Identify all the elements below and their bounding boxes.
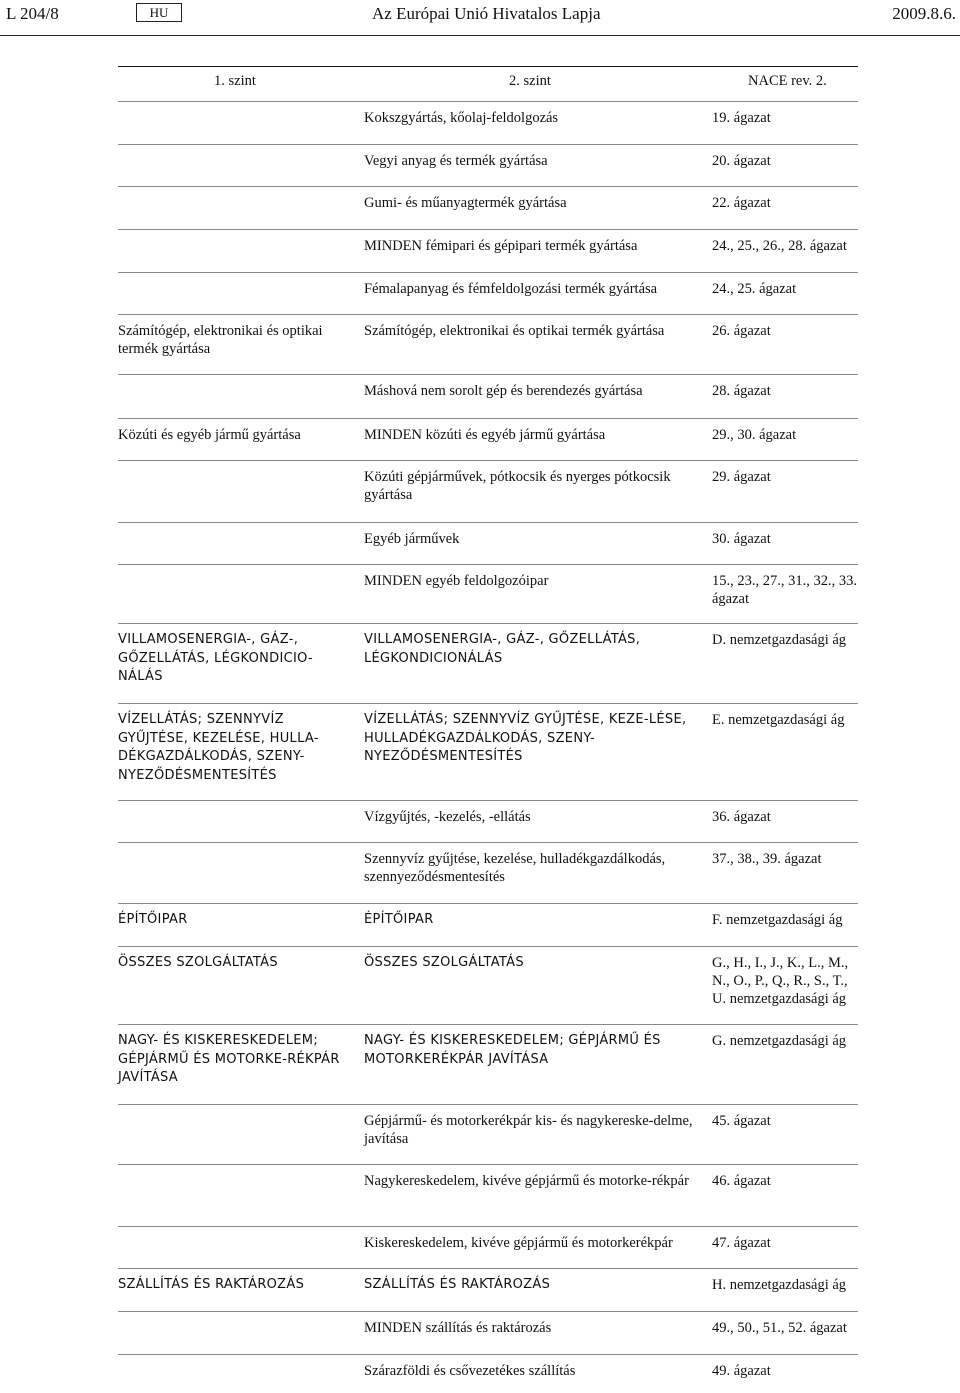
nace-cell: D. nemzetgazdasági ág	[712, 632, 847, 648]
row-divider	[118, 1268, 858, 1269]
level-2-cell: MINDEN szállítás és raktározás	[364, 1320, 552, 1336]
nace-cell: 29., 30. ágazat	[712, 427, 797, 443]
level-2-cell: Számítógép, elektronikai és optikai termék gyártása	[364, 323, 665, 339]
nace-cell: 28. ágazat	[712, 383, 771, 399]
nace-cell: 20. ágazat	[712, 153, 771, 169]
level-2-cell: MINDEN közúti és egyéb jármű gyártása	[364, 427, 606, 443]
nace-cell: 46. ágazat	[712, 1173, 771, 1189]
page-reference: L 204/8	[6, 4, 59, 23]
nace-cell: 15., 23., 27., 31., 32., 33. ágazat	[712, 573, 857, 607]
level-2-cell: Vegyi anyag és termék gyártása	[364, 153, 548, 169]
row-divider	[118, 144, 858, 145]
level-2-cell: MINDEN fémipari és gépipari termék gyártása	[364, 238, 638, 254]
level-1-cell: VILLAMOSENERGIA-, GÁZ-, GŐZELLÁTÁS, LÉGKONDICIO-NÁLÁS	[118, 632, 313, 684]
row-divider	[118, 1226, 858, 1227]
level-2-cell: NAGY- ÉS KISKERESKEDELEM; GÉPJÁRMŰ ÉS MOTORKERÉKPÁR JAVÍTÁSA	[364, 1033, 661, 1067]
table-header	[118, 73, 858, 93]
nace-cell: 30. ágazat	[712, 531, 771, 547]
level-1-cell: NAGY- ÉS KISKERESKEDELEM; GÉPJÁRMŰ ÉS MOTORKE-RÉKPÁR JAVÍTÁSA	[118, 1033, 340, 1085]
row-divider	[118, 623, 858, 624]
level-1-cell: VÍZELLÁTÁS; SZENNYVÍZ GYŰJTÉSE, KEZELÉSE, HULLA-DÉKGAZDÁLKODÁS, SZENY-NYEZŐDÉSMENTESÍTÉS	[118, 712, 319, 783]
nace-cell: 45. ágazat	[712, 1113, 771, 1129]
nace-cell: 47. ágazat	[712, 1235, 771, 1251]
level-1-cell: Közúti és egyéb jármű gyártása	[118, 427, 301, 443]
header-divider	[0, 35, 960, 36]
level-1-cell: ÖSSZES SZOLGÁLTATÁS	[118, 955, 278, 970]
language-badge: HU	[136, 3, 182, 22]
row-divider	[118, 1024, 858, 1025]
journal-title: Az Európai Unió Hivatalos Lapja	[372, 4, 601, 23]
nace-cell: G. nemzetgazdasági ág	[712, 1033, 847, 1049]
level-2-cell: Kokszgyártás, kőolaj-feldolgozás	[364, 110, 559, 126]
row-divider	[118, 272, 858, 273]
row-divider	[118, 1164, 858, 1165]
page-header	[0, 0, 960, 38]
level-2-cell: Kiskereskedelem, kivéve gépjármű és motorkerékpár	[364, 1235, 673, 1251]
level-2-cell: Fémalapanyag és fémfeldolgozási termék gyártása	[364, 281, 658, 297]
level-2-cell: Szárazföldi és csővezetékes szállítás	[364, 1363, 576, 1379]
column-header-level-2: 2. szint	[509, 73, 551, 89]
row-divider	[118, 418, 858, 419]
level-2-cell: Gumi- és műanyagtermék gyártása	[364, 195, 567, 211]
level-1-cell: SZÁLLÍTÁS ÉS RAKTÁROZÁS	[118, 1277, 305, 1292]
table-top-border	[118, 66, 858, 67]
nace-cell: 22. ágazat	[712, 195, 771, 211]
nace-cell: 36. ágazat	[712, 809, 771, 825]
row-divider	[118, 946, 858, 947]
nace-cell: 19. ágazat	[712, 110, 771, 126]
level-2-cell: MINDEN egyéb feldolgozóipar	[364, 573, 549, 589]
level-2-cell: Máshová nem sorolt gép és berendezés gyártása	[364, 383, 643, 399]
row-divider	[118, 564, 858, 565]
row-divider	[118, 229, 858, 230]
column-header-nace: NACE rev. 2.	[748, 73, 827, 89]
level-2-cell: Szennyvíz gyűjtése, kezelése, hulladékgazdálkodás, szennyeződésmentesítés	[364, 851, 666, 885]
row-divider	[118, 903, 858, 904]
level-2-cell: Egyéb járművek	[364, 531, 460, 547]
level-2-cell: Vízgyűjtés, -kezelés, -ellátás	[364, 809, 531, 825]
row-divider	[118, 842, 858, 843]
nace-cell: F. nemzetgazdasági ág	[712, 912, 843, 928]
nace-cell: 24., 25., 26., 28. ágazat	[712, 238, 847, 254]
level-1-cell: ÉPÍTŐIPAR	[118, 912, 188, 927]
level-1-cell: Számítógép, elektronikai és optikai termék gyártása	[118, 323, 323, 357]
level-2-cell: VÍZELLÁTÁS; SZENNYVÍZ GYŰJTÉSE, KEZE-LÉSE, HULLADÉKGAZDÁLKODÁS, SZENY-NYEZŐDÉSMENTESÍTÉS	[364, 712, 687, 764]
column-header-level-1: 1. szint	[214, 73, 256, 89]
row-divider	[118, 374, 858, 375]
row-divider	[118, 703, 858, 704]
row-divider	[118, 101, 858, 102]
nace-cell: 49., 50., 51., 52. ágazat	[712, 1320, 847, 1336]
nace-cell: 29. ágazat	[712, 469, 771, 485]
row-divider	[118, 1311, 858, 1312]
row-divider	[118, 1104, 858, 1105]
nace-cell: 49. ágazat	[712, 1363, 771, 1379]
row-divider	[118, 314, 858, 315]
level-2-cell: ÉPÍTŐIPAR	[364, 912, 434, 927]
level-2-cell: SZÁLLÍTÁS ÉS RAKTÁROZÁS	[364, 1277, 551, 1292]
publication-date: 2009.8.6.	[892, 4, 956, 23]
nace-cell: E. nemzetgazdasági ág	[712, 712, 845, 728]
row-divider	[118, 186, 858, 187]
nace-cell: 37., 38., 39. ágazat	[712, 851, 822, 867]
row-divider	[118, 1354, 858, 1355]
level-2-cell: Közúti gépjárművek, pótkocsik és nyerges pótkocsik gyártása	[364, 469, 671, 503]
nace-cell: H. nemzetgazdasági ág	[712, 1277, 847, 1293]
row-divider	[118, 800, 858, 801]
level-2-cell: VILLAMOSENERGIA-, GÁZ-, GŐZELLÁTÁS, LÉGKONDICIONÁLÁS	[364, 632, 641, 666]
nace-cell: 24., 25. ágazat	[712, 281, 797, 297]
level-2-cell: Gépjármű- és motorkerékpár kis- és nagykereske-delme, javítása	[364, 1113, 693, 1147]
nace-cell: G., H., I., J., K., L., M., N., O., P., Q., R., S., T., U. nemzetgazdasági ág	[712, 955, 849, 1007]
level-2-cell: ÖSSZES SZOLGÁLTATÁS	[364, 955, 524, 970]
row-divider	[118, 460, 858, 461]
level-2-cell: Nagykereskedelem, kivéve gépjármű és motorke-rékpár	[364, 1173, 689, 1189]
nace-cell: 26. ágazat	[712, 323, 771, 339]
row-divider	[118, 522, 858, 523]
